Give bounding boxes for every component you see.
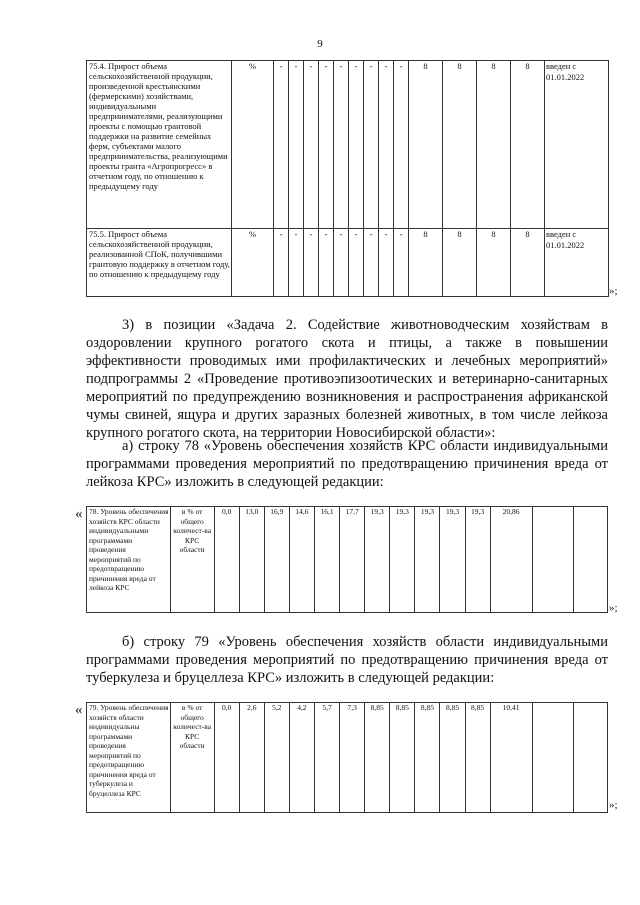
value-cell: -: [319, 61, 334, 229]
indicator-label: 75.4. Прирост объема сельскохозяйственной продукции, произведенной крестьянскими (фермерскими) хозяйствами, индивидуальными предпринимателями, реализующими проекты с помощью грантовой поддержки на развитие семейных ферм, субъектами малого предпринимательства, реализующими проекты гранта «Агропрогресс» в отчетном году, по отношению к предыдущему году: [87, 61, 232, 229]
indicator-table-75: [86, 60, 609, 297]
indicator-table-79: [86, 702, 608, 813]
closing-quote: »;: [609, 602, 618, 614]
page-number: 9: [317, 38, 323, 50]
value-cell: 2,6: [239, 703, 264, 813]
value-cell: 8,85: [365, 703, 390, 813]
paragraph-row-78: а) строку 78 «Уровень обеспечения хозяйств КРС области индивидуальными программами проведения мероприятий по предотвращению причинения вреда от лейкоза КРС» изложить в следующей редакции:: [86, 438, 608, 490]
indicator-table-78: [86, 506, 608, 613]
paragraph-task-2: 3) в позиции «Задача 2. Содействие животноводческим хозяйствам в оздоровлении крупного рогатого скота и птицы, а также в повышении эффективности проводимых ими профилактических и лечебных мероприятий» подпрограммы 2 «Проведение противоэпизоотических и ветеринарно-санитарных мероприятий по предупреждению возникновения и распространения африканской чумы свиней, ящура и других заразных болезней животных, в том числе лейкоза крупного рогатого скота, на территории Новосибирской области»:: [86, 317, 608, 441]
value-cell: -: [289, 61, 304, 229]
value-cell: -: [319, 229, 334, 297]
value-cell: -: [394, 229, 409, 297]
value-cell: 8: [409, 229, 443, 297]
value-cell: -: [394, 61, 409, 229]
empty-cell: [574, 703, 608, 813]
value-cell: 5,2: [264, 703, 289, 813]
paragraph-row-79: б) строку 79 «Уровень обеспечения хозяйств области индивидуальными программами проведения мероприятий по предотвращению причинения вреда от туберкулеза и бруцеллеза КРС» изложить в следующей редакции:: [86, 634, 608, 686]
value-cell: 8,85: [465, 703, 490, 813]
value-cell: -: [334, 61, 349, 229]
empty-cell: [574, 507, 608, 613]
value-cell: 8,85: [390, 703, 415, 813]
value-cell: 20,86: [490, 507, 532, 613]
value-cell: -: [379, 229, 394, 297]
note-cell: введен с 01.01.2022: [545, 61, 609, 229]
value-cell: 19,3: [465, 507, 490, 613]
value-cell: -: [289, 229, 304, 297]
closing-quote: »;: [609, 285, 618, 297]
table-row: [87, 507, 608, 613]
table-row: [87, 61, 609, 229]
value-cell: 0,0: [214, 703, 239, 813]
value-cell: -: [349, 61, 364, 229]
value-cell: 10,41: [490, 703, 532, 813]
value-cell: -: [379, 61, 394, 229]
value-cell: -: [304, 229, 319, 297]
table-row: [87, 703, 608, 813]
value-cell: 8: [511, 229, 545, 297]
opening-quote: «: [75, 506, 83, 522]
value-cell: 0,0: [214, 507, 239, 613]
table-row: [87, 229, 609, 297]
value-cell: 16,1: [315, 507, 340, 613]
value-cell: 19,3: [415, 507, 440, 613]
unit-cell: в % от общего количест-ва КРС области: [170, 507, 214, 613]
value-cell: -: [274, 229, 289, 297]
value-cell: 19,3: [390, 507, 415, 613]
value-cell: 14,6: [289, 507, 314, 613]
value-cell: 8,85: [415, 703, 440, 813]
value-cell: -: [364, 229, 379, 297]
value-cell: 19,3: [365, 507, 390, 613]
note-cell: введен с 01.01.2022: [545, 229, 609, 297]
opening-quote: «: [75, 702, 83, 718]
value-cell: 4,2: [289, 703, 314, 813]
value-cell: 17,7: [340, 507, 365, 613]
value-cell: 19,3: [440, 507, 465, 613]
value-cell: 7,3: [340, 703, 365, 813]
value-cell: -: [304, 61, 319, 229]
value-cell: 13,0: [239, 507, 264, 613]
value-cell: 8: [443, 61, 477, 229]
unit-cell: в % от общего количест-ва КРС области: [170, 703, 214, 813]
value-cell: 8: [409, 61, 443, 229]
empty-cell: [532, 703, 574, 813]
value-cell: -: [274, 61, 289, 229]
value-cell: -: [334, 229, 349, 297]
value-cell: 8: [443, 229, 477, 297]
unit-cell: %: [232, 61, 274, 229]
empty-cell: [532, 507, 574, 613]
value-cell: 5,7: [315, 703, 340, 813]
indicator-label: 78. Уровень обеспечения хозяйств КРС области индивидуальными программами проведения мероприятий по предотвращению причинения вреда от лейкоза КРС: [87, 507, 171, 613]
indicator-label: 75.5. Прирост объема сельскохозяйственной продукции, реализованной СПоК, получившими грантовую поддержку в отчетном году, по отношению к предыдущему году: [87, 229, 232, 297]
value-cell: 8: [477, 61, 511, 229]
value-cell: 8: [511, 61, 545, 229]
value-cell: 8: [477, 229, 511, 297]
value-cell: 8,85: [440, 703, 465, 813]
indicator-label: 79. Уровень обеспечения хозяйств области индивидуальны программами проведения мероприятий по предотвращению причинения вреда от туберкулеза и бруцеллеза КРС: [87, 703, 171, 813]
value-cell: 16,9: [264, 507, 289, 613]
value-cell: -: [364, 61, 379, 229]
value-cell: -: [349, 229, 364, 297]
unit-cell: %: [232, 229, 274, 297]
closing-quote: »;: [609, 799, 618, 811]
